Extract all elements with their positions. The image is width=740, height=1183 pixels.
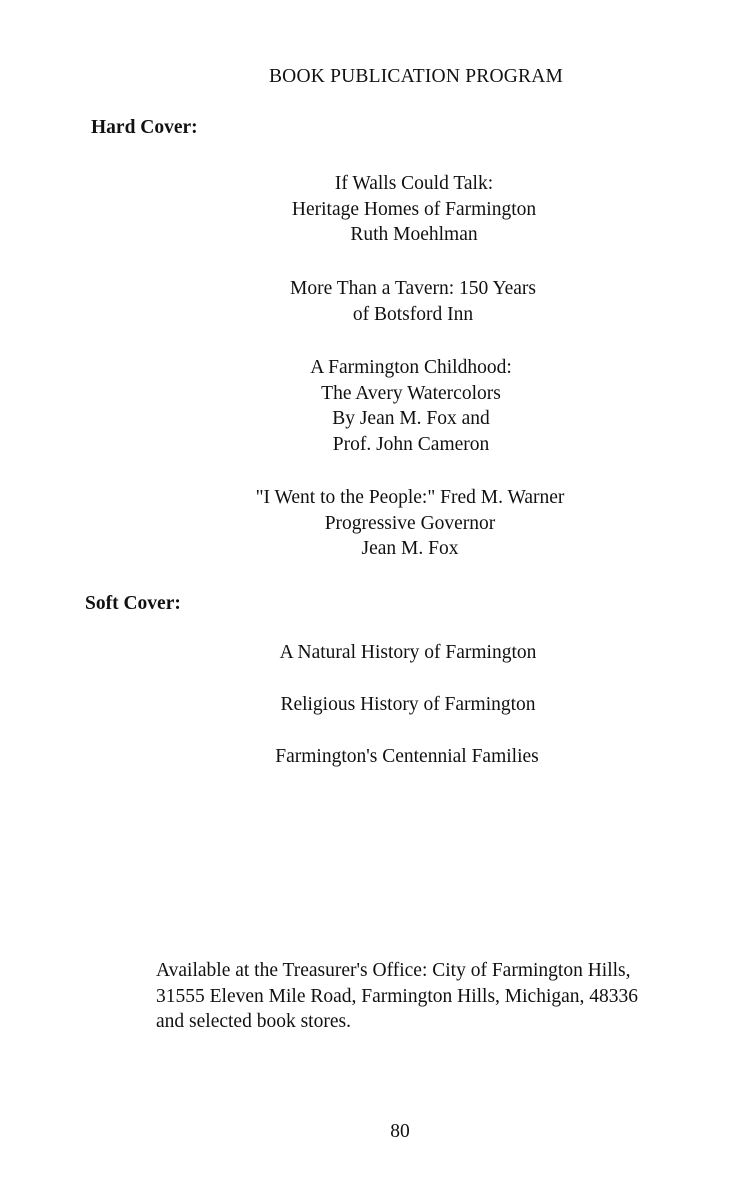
hard-cover-book [211,355,611,458]
availability-line: 31555 Eleven Mile Road, Farmington Hills, Michigan, 48336 [156,985,639,1007]
book-author-line: By Jean M. Fox and [332,408,490,430]
book-author-line: Jean M. Fox [361,538,459,560]
book-title-line: Heritage Homes of Farmington [291,198,537,220]
soft-cover-book: Religious History of Farmington [280,694,536,715]
availability-line: Available at the Treasurer's Office: City of Farmington Hills, [156,960,631,981]
book-author-line: Prof. John Cameron [332,434,490,456]
soft-cover-label: Soft Cover: [85,593,181,614]
book-title-line: A Farmington Childhood: [310,357,512,378]
hard-cover-book [214,171,614,248]
hard-cover-book [213,276,613,327]
book-title-line: "I Went to the People:" Fred M. Warner [255,487,565,508]
book-title-line: of Botsford Inn [352,303,474,325]
soft-cover-book: A Natural History of Farmington [279,642,537,663]
book-title-line: If Walls Could Talk: [334,173,494,194]
book-title-line: The Avery Watercolors [321,382,501,404]
availability-note [156,958,731,1035]
soft-cover-book: Farmington's Centennial Families [275,746,539,767]
hard-cover-label: Hard Cover: [91,117,198,138]
book-title-line: Progressive Governor [324,512,496,534]
page-number: 80 [390,1121,410,1142]
page-heading: BOOK PUBLICATION PROGRAM [268,66,564,87]
hard-cover-book [180,485,640,562]
availability-line: and selected book stores. [156,1011,351,1033]
book-title-line: More Than a Tavern: 150 Years [290,278,536,299]
book-author-line: Ruth Moehlman [350,224,478,246]
